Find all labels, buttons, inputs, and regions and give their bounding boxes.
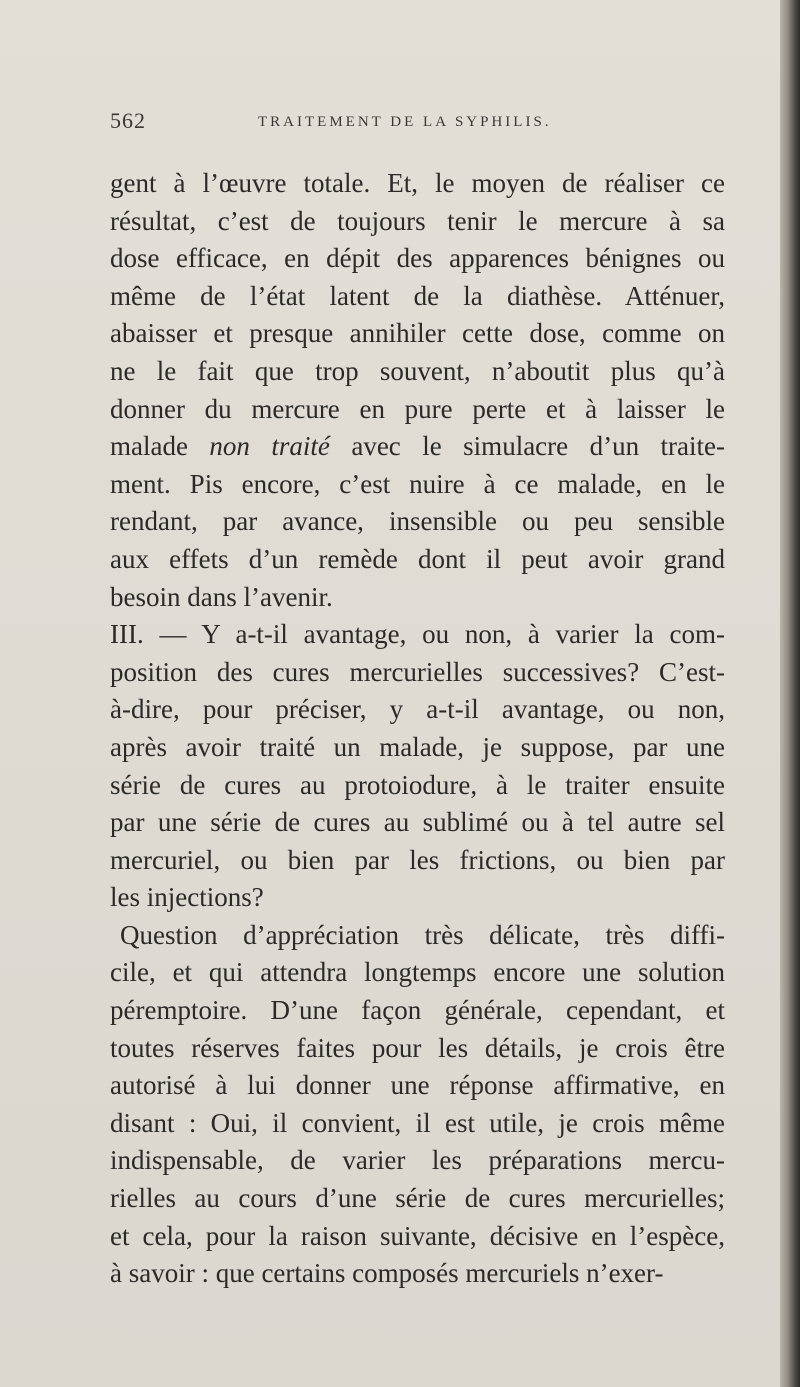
page-header	[110, 108, 670, 142]
text-line: disant : Oui, il convient, il est utile, je crois même	[110, 1107, 725, 1138]
text-line: III. — Y a-t-il avantage, ou non, à varier la com-	[110, 619, 725, 650]
text-line: après avoir traité un malade, je suppose, par une	[110, 731, 725, 762]
text-line: mercuriel, ou bien par les frictions, ou bien par	[110, 844, 725, 875]
text-line: ne le fait que trop souvent, n’aboutit plus qu’à	[110, 355, 725, 386]
text-line: cile, et qui attendra longtemps encore une solution	[110, 957, 725, 988]
text-line: Question d’appréciation très délicate, très diffi-	[120, 919, 725, 950]
text-line: par une série de cures au sublimé ou à tel autre sel	[110, 807, 725, 838]
text-line: besoin dans l’avenir.	[110, 581, 333, 612]
text-line: donner du mercure en pure perte et à laisser le	[110, 393, 725, 424]
body-text	[110, 165, 725, 1293]
text-line: même de l’état latent de la diathèse. Atténuer,	[110, 280, 725, 311]
text-fragment: avec le simulacre d’un traite-	[329, 431, 725, 462]
text-line: toutes réserves faites pour les détails, je crois être	[110, 1032, 725, 1063]
text-line: série de cures au protoiodure, à le traiter ensuite	[110, 769, 725, 800]
text-line-with-italic	[110, 428, 725, 466]
text-line: dose efficace, en dépit des apparences bénignes ou	[110, 243, 725, 274]
text-line: à savoir : que certains composés mercuriels n’exer-	[110, 1258, 664, 1289]
text-line: aux effets d’un remède dont il peut avoir grand	[110, 543, 725, 574]
text-line: rielles au cours d’une série de cures mercurielles;	[110, 1183, 725, 1214]
running-title: TRAITEMENT DE LA SYPHILIS.	[258, 114, 552, 130]
italic-phrase: non traité	[209, 431, 330, 462]
text-line: péremptoire. D’une façon générale, cependant, et	[110, 995, 725, 1026]
text-line: rendant, par avance, insensible ou peu sensible	[110, 506, 725, 537]
text-fragment: malade	[110, 431, 210, 462]
text-line: abaisser et presque annihiler cette dose, comme on	[110, 318, 725, 349]
text-line: indispensable, de varier les préparations mercu-	[110, 1145, 725, 1176]
text-line: ment. Pis encore, c’est nuire à ce malade, en le	[110, 468, 725, 499]
text-line: autorisé à lui donner une réponse affirmative, en	[110, 1070, 725, 1101]
book-spine-edge	[780, 0, 800, 1387]
text-line: résultat, c’est de toujours tenir le mercure à sa	[110, 205, 725, 236]
text-line: gent à l’œuvre totale. Et, le moyen de réaliser ce	[110, 168, 725, 198]
text-line: position des cures mercurielles successives? C’est-	[110, 656, 725, 687]
page-number: 562	[110, 108, 146, 133]
text-line: les injections?	[110, 882, 264, 913]
text-line: et cela, pour la raison suivante, décisive en l’espèce,	[110, 1220, 725, 1251]
text-line: à-dire, pour préciser, y a-t-il avantage, ou non,	[110, 694, 725, 725]
